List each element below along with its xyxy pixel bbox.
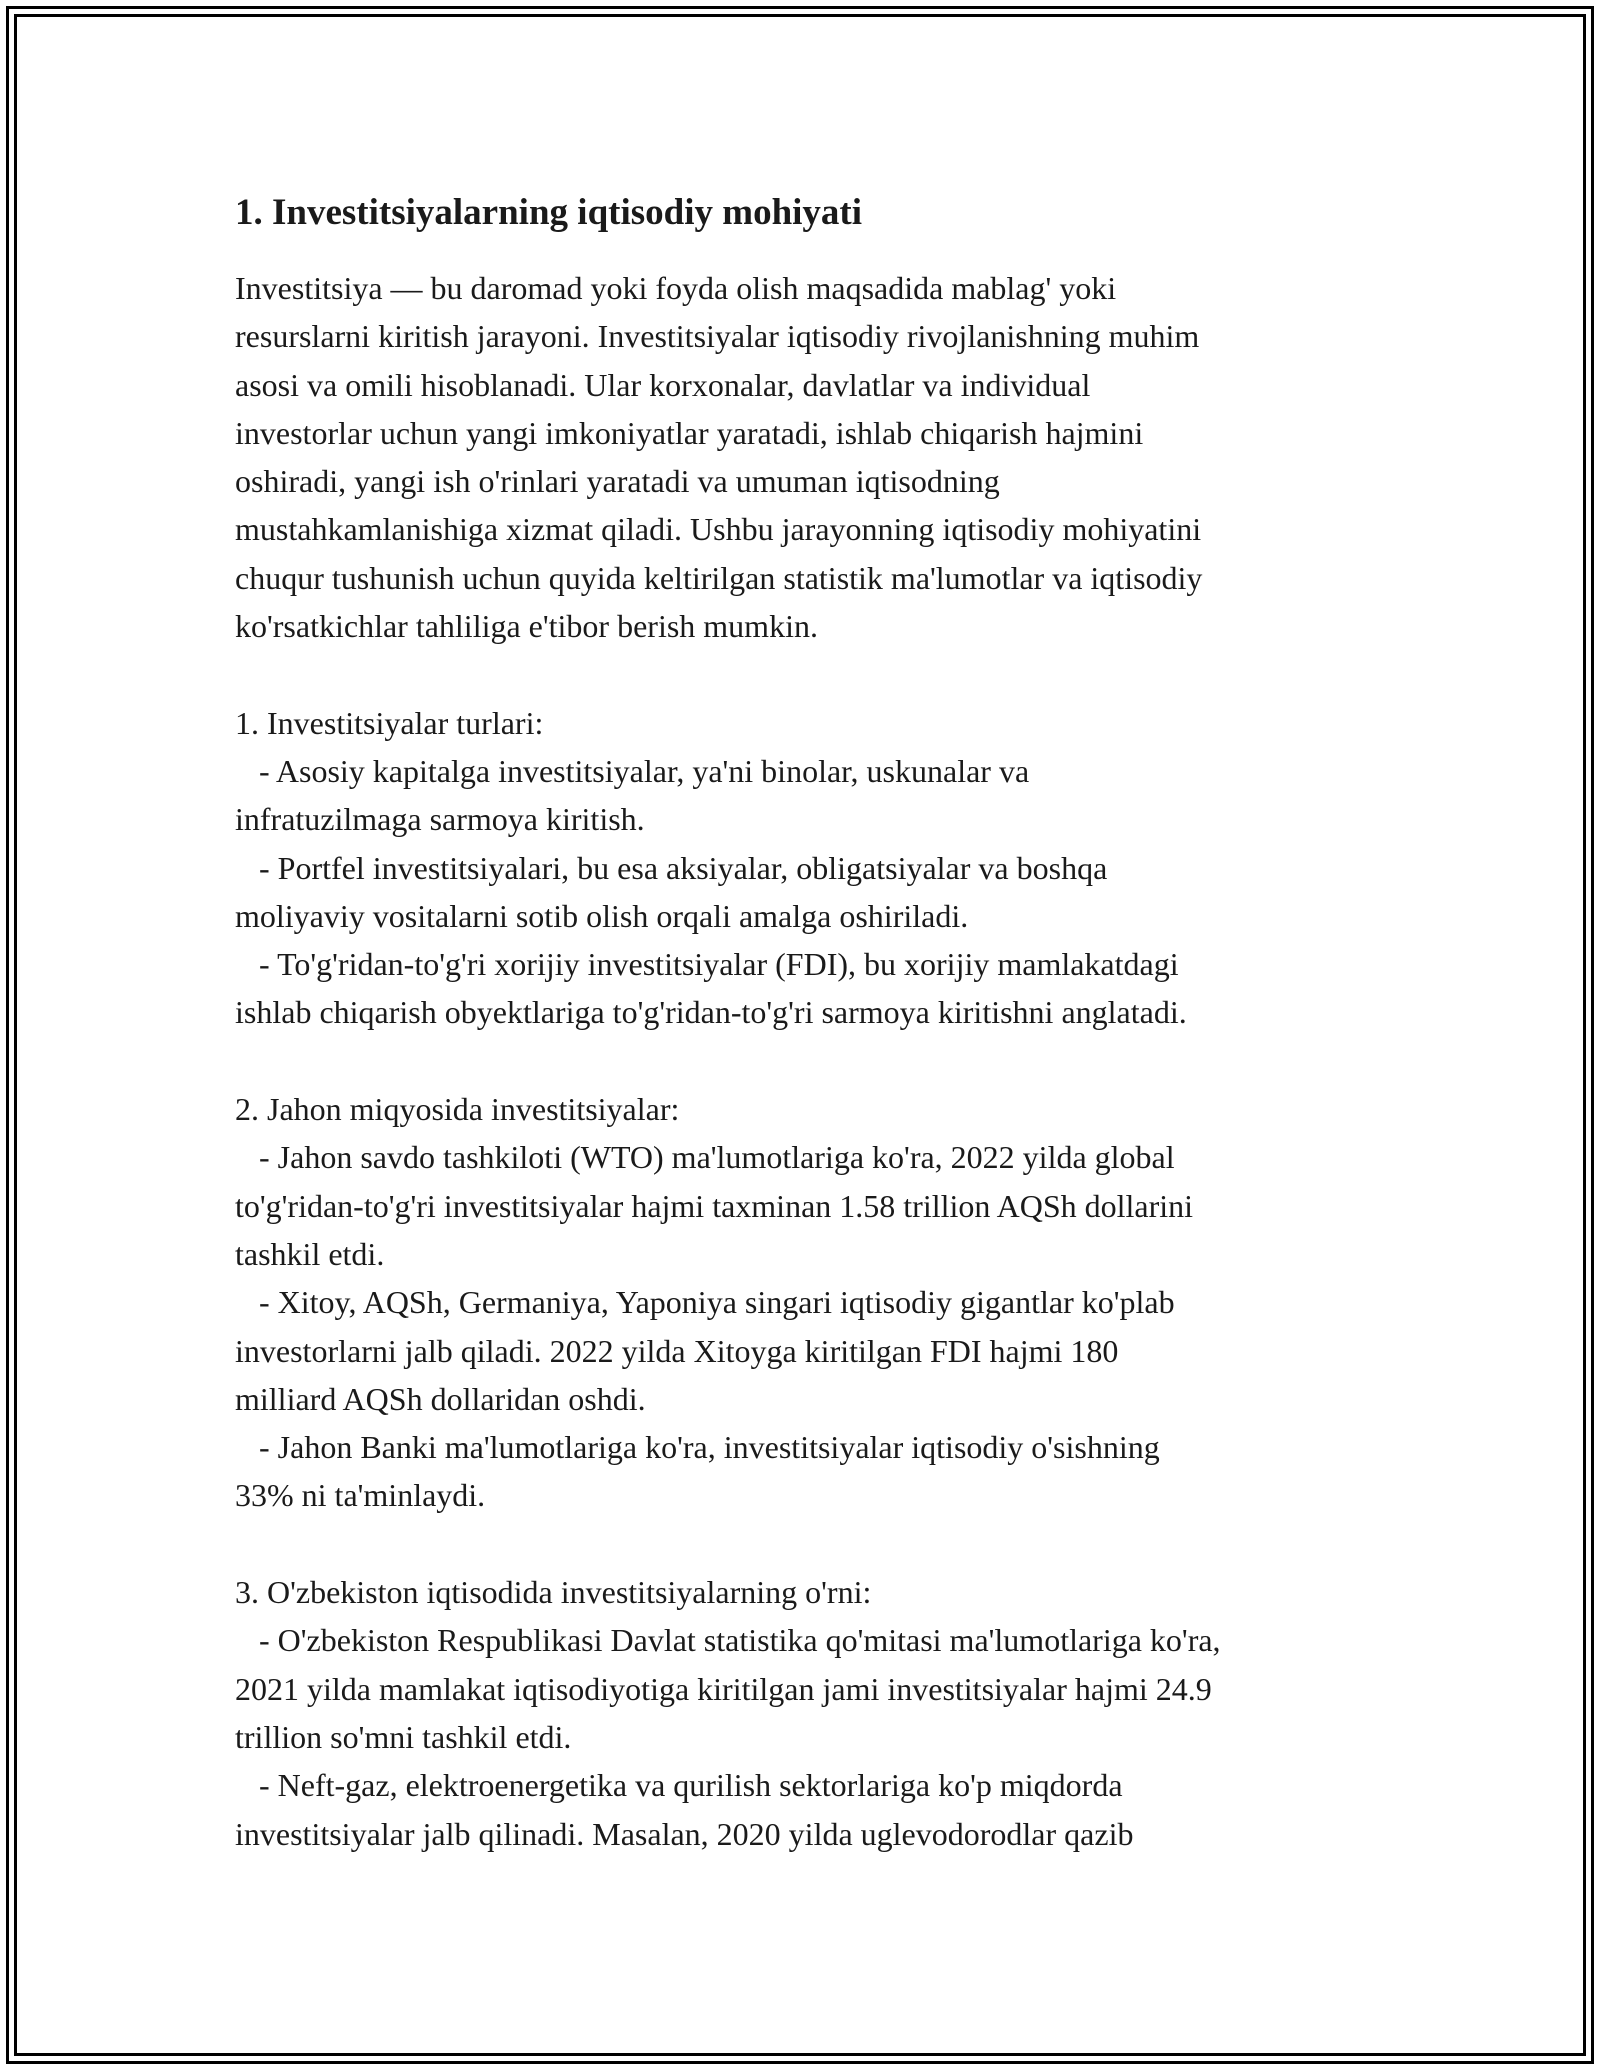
blank-line [235,1037,1395,1085]
text-line: to'g'ridan-to'g'ri investitsiyalar hajmi taxminan 1.58 trillion AQSh dollarini [235,1187,1194,1224]
text-line: 3. O'zbekiston iqtisodida investitsiyalarning o'rni: [235,1574,872,1611]
text-line: asosi va omili hisoblanadi. Ular korxonalar, davlatlar va individual [235,366,1091,403]
text-line: trillion so'mni tashkil etdi. [235,1718,572,1755]
text-line: - Asosiy kapitalga investitsiyalar, ya'ni binolar, uskunalar va [235,752,1030,789]
text-line: 33% ni ta'minlaydi. [235,1477,486,1514]
text-line: mustahkamlanishiga xizmat qiladi. Ushbu jarayonning iqtisodiy mohiyatini [235,511,1202,548]
text-line: - Jahon Banki ma'lumotlariga ko'ra, investitsiyalar iqtisodiy o'sishning [235,1429,1160,1466]
text-line: - Neft-gaz, elektroenergetika va qurilish sektorlariga ko'p miqdorda [235,1767,1123,1804]
text-line: Investitsiya — bu daromad yoki foyda olish maqsadida mablag' yoki [235,270,1117,306]
blank-line [235,1520,1395,1568]
text-line: ishlab chiqarish obyektlariga to'g'ridan-to'g'ri sarmoya kiritishni anglatadi. [235,994,1187,1031]
text-line: - Jahon savdo tashkiloti (WTO) ma'lumotlariga ko'ra, 2022 yilda global [235,1139,1175,1176]
section-heading: 1. Investitsiyalarning iqtisodiy mohiyati [235,192,863,233]
text-line: moliyaviy vositalarni sotib olish orqali amalga oshiriladi. [235,897,969,934]
text-line: infratuzilmaga sarmoya kiritish. [235,801,645,838]
text-line: investorlarni jalb qiladi. 2022 yilda Xitoyga kiritilgan FDI hajmi 180 [235,1332,1119,1369]
text-line: - To'g'ridan-to'g'ri xorijiy investitsiyalar (FDI), bu xorijiy mamlakatdagi [235,946,1179,983]
text-line: milliard AQSh dollaridan oshdi. [235,1380,646,1417]
text-line: 1. Investitsiyalar turlari: [235,704,544,741]
text-line: tashkil etdi. [235,1235,385,1272]
blank-line [235,650,1395,698]
text-line: 2. Jahon miqyosida investitsiyalar: [235,1091,680,1128]
text-line: oshiradi, yangi ish o'rinlari yaratadi va umuman iqtisodning [235,463,1000,500]
document-body [235,190,1395,1858]
text-lines [235,264,1395,1858]
text-line: - Portfel investitsiyalari, bu esa aksiyalar, obligatsiyalar va boshqa [235,849,1108,886]
text-line: resurslarni kiritish jarayoni. Investitsiyalar iqtisodiy rivojlanishning muhim [235,318,1200,355]
text-line: 2021 yilda mamlakat iqtisodiyotiga kiritilgan jami investitsiyalar hajmi 24.9 [235,1670,1212,1707]
text-line: ko'rsatkichlar tahliliga e'tibor berish mumkin. [235,608,818,645]
text-line: investitsiyalar jalb qilinadi. Masalan, 2020 yilda uglevodorodlar qazib [235,1815,1134,1852]
text-line: - Xitoy, AQSh, Germaniya, Yaponiya singari iqtisodiy gigantlar ko'plab [235,1284,1175,1321]
text-line: chuqur tushunish uchun quyida keltirilgan statistik ma'lumotlar va iqtisodiy [235,559,1203,596]
text-line: - O'zbekiston Respublikasi Davlat statistika qo'mitasi ma'lumotlariga ko'ra, [235,1622,1221,1659]
text-line: investorlar uchun yangi imkoniyatlar yaratadi, ishlab chiqarish hajmini [235,414,1144,451]
